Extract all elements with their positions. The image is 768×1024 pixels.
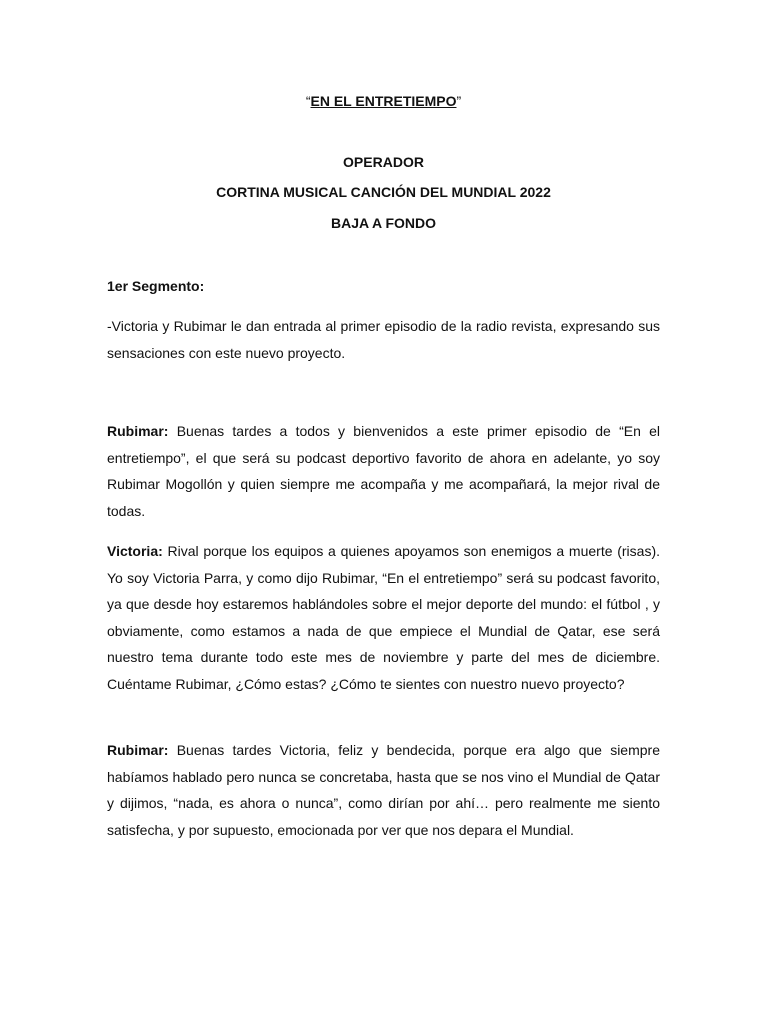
title-text: EN EL ENTRETIEMPO: [310, 93, 457, 109]
speaker-name: Rubimar:: [107, 423, 169, 439]
heading-operador: OPERADOR: [343, 154, 424, 170]
speaker-name: Victoria:: [107, 543, 163, 559]
dialogue-paragraph: [107, 538, 660, 698]
dialogue-paragraph: [107, 737, 660, 843]
dialogue-text: Rival porque los equipos a quienes apoyamos son enemigos a muerte (risas). Yo soy Victoria Parra, y como dijo Rubimar, “En el entretiempo” será su podcast favorito, ya que desde hoy estaremos hablándoles sobre el mejor deporte del mundo: el fútbol , y obviamente, como estamos a nada de que empiece el Mundial de Qatar, ese será nuestro tema durante todo este mes de noviembre y parte del mes de diciembre. Cuéntame Rubimar, ¿Cómo estas? ¿Cómo te sientes con nuestro nuevo proyecto?: [107, 543, 660, 692]
intro-paragraph: -Victoria y Rubimar le dan entrada al primer episodio de la radio revista, expresando sus sensaciones con este nuevo proyecto.: [107, 318, 660, 361]
title-open-quote: “: [305, 93, 311, 109]
dialogue-text: Buenas tardes a todos y bienvenidos a este primer episodio de “En el entretiempo”, el que será su podcast deportivo favorito de ahora en adelante, yo soy Rubimar Mogollón y quien siempre me acompaña y me acompañará, la mejor rival de todas.: [107, 423, 660, 519]
speaker-name: Rubimar:: [107, 742, 169, 758]
document-title: [107, 91, 660, 111]
heading-cortina-musical: CORTINA MUSICAL CANCIÓN DEL MUNDIAL 2022: [216, 184, 551, 200]
dialogue-text: Buenas tardes Victoria, feliz y bendecida, porque era algo que siempre habíamos hablado pero nunca se concretaba, hasta que se nos vino el Mundial de Qatar y dijimos, “nada, es ahora o nunca”, como dirían por ahí… pero realmente me siento satisfecha, y por supuesto, emocionada por ver que nos depara el Mundial.: [107, 742, 660, 838]
title-close-quote: ”: [456, 93, 462, 109]
dialogue-paragraph: [107, 418, 660, 524]
segment-label: 1er Segmento:: [107, 278, 205, 294]
heading-baja-a-fondo: BAJA A FONDO: [331, 215, 436, 231]
